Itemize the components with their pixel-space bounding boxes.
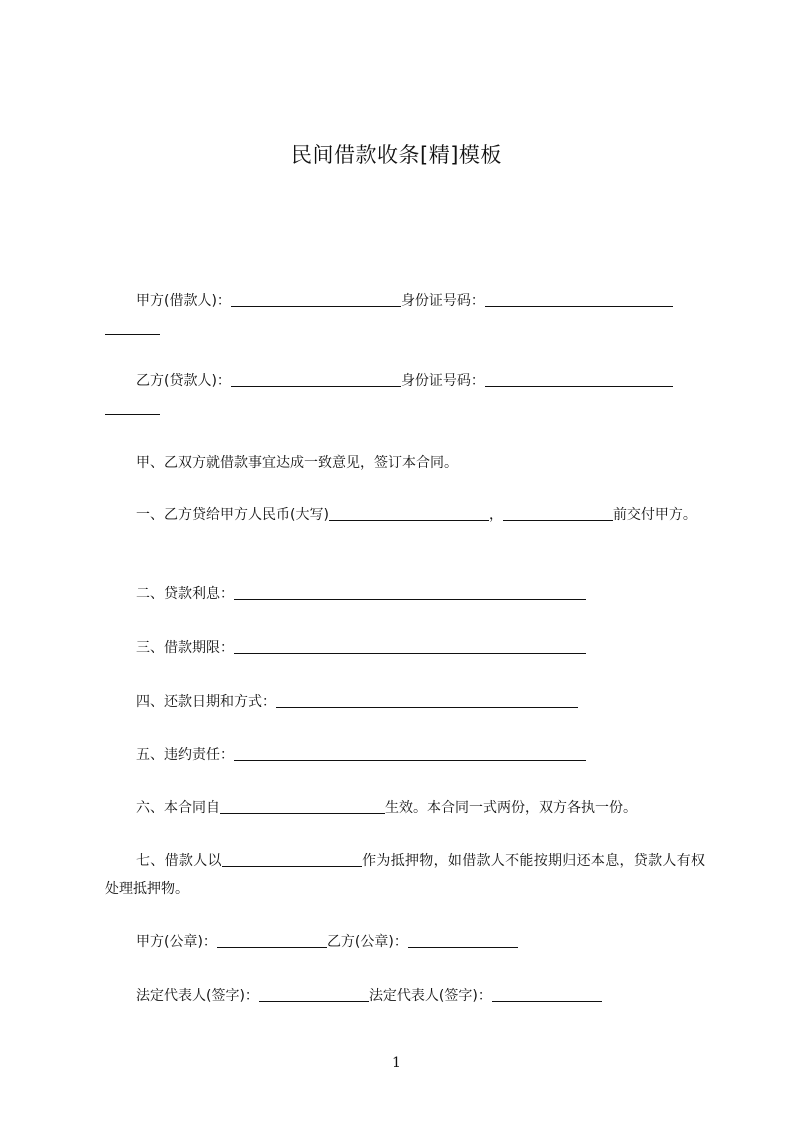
- legal-rep-b-label: 法定代表人(签字)：: [368, 988, 492, 1004]
- party-a-id-blank[interactable]: [485, 290, 673, 307]
- clause-5: [105, 741, 705, 769]
- party-a-seal-label: 甲方(公章)：: [136, 934, 217, 950]
- party-b-id-label: 身份证号码：: [400, 373, 485, 389]
- collateral-blank[interactable]: [222, 850, 362, 867]
- clause-3: [105, 634, 705, 662]
- document-title: 民间借款收条[精]模板: [291, 143, 502, 167]
- default-liability-blank[interactable]: [234, 744, 586, 761]
- clause-2: [105, 580, 705, 608]
- legal-rep-line: [105, 982, 705, 1010]
- clause-5-label: 五、违约责任：: [136, 747, 234, 763]
- page-number: 1: [392, 1055, 401, 1071]
- party-b-seal-label: 乙方(公章)：: [326, 934, 408, 950]
- effective-date-blank[interactable]: [220, 797, 385, 814]
- party-a-label: 甲方(借款人)：: [136, 293, 231, 309]
- clause-1-comma: ，: [488, 507, 503, 523]
- clause-1: [105, 501, 705, 529]
- clause-1-start: 一、乙方贷给甲方人民币(大写): [136, 507, 329, 523]
- party-b-label: 乙方(贷款人)：: [136, 373, 231, 389]
- party-b-seal-blank[interactable]: [408, 931, 518, 948]
- party-a-id-blank-continued[interactable]: [105, 318, 160, 335]
- loan-term-blank[interactable]: [234, 637, 586, 654]
- loan-amount-blank[interactable]: [329, 504, 489, 521]
- clause-1-end: 前交付甲方。: [612, 507, 697, 523]
- clause-6: [105, 794, 705, 822]
- clause-3-label: 三、借款期限：: [136, 640, 234, 656]
- clause-7: [105, 847, 705, 903]
- party-b-line: [105, 367, 705, 423]
- party-a-line: [105, 287, 705, 343]
- legal-rep-a-blank[interactable]: [259, 985, 369, 1002]
- legal-rep-a-label: 法定代表人(签字)：: [136, 988, 259, 1004]
- clause-7-end: 作为抵押物，如借款人不能按期归还本息，贷款人有权处理抵押物。: [105, 853, 706, 897]
- loan-date-blank[interactable]: [503, 504, 613, 521]
- party-b-name-blank[interactable]: [231, 370, 401, 387]
- clause-2-label: 二、贷款利息：: [136, 586, 234, 602]
- clause-7-start: 七、借款人以: [136, 853, 222, 869]
- party-a-seal-blank[interactable]: [217, 931, 327, 948]
- clause-6-start: 六、本合同自: [136, 800, 220, 816]
- clause-6-end: 生效。本合同一式两份，双方各执一份。: [385, 800, 637, 816]
- seal-line: [105, 928, 705, 956]
- party-b-id-blank[interactable]: [485, 370, 673, 387]
- clause-4: [105, 688, 705, 716]
- loan-interest-blank[interactable]: [234, 583, 586, 600]
- party-a-id-label: 身份证号码：: [400, 293, 485, 309]
- party-a-name-blank[interactable]: [231, 290, 401, 307]
- legal-rep-b-blank[interactable]: [492, 985, 602, 1002]
- party-b-id-blank-continued[interactable]: [105, 398, 160, 415]
- clause-4-label: 四、还款日期和方式：: [136, 694, 276, 710]
- agreement-intro: 甲、乙双方就借款事宜达成一致意见，签订本合同。: [136, 455, 458, 471]
- repayment-method-blank[interactable]: [276, 691, 578, 708]
